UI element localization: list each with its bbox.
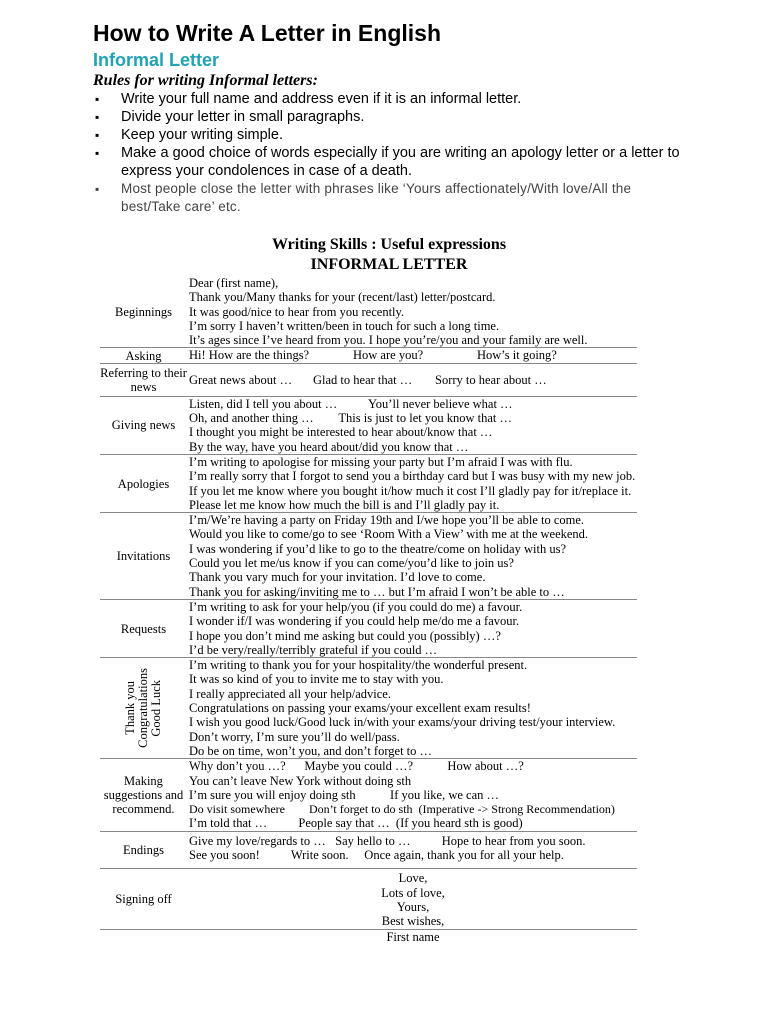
label-good-luck: Good Luck bbox=[149, 679, 163, 737]
section-referring bbox=[100, 364, 637, 397]
expression-line: I’m sorry I haven’t written/been in touch for such a long time. bbox=[189, 318, 500, 333]
expression-item: How’s it going? bbox=[477, 348, 557, 363]
expression-line: Would you like to come/go to see ‘Room With a View’ with me at the weekend. bbox=[189, 527, 589, 542]
section-suggestions bbox=[100, 759, 637, 831]
expression-line: I’m writing to thank you for your hospitality/the wonderful present. bbox=[189, 658, 528, 673]
expression-line: Oh, and another thing … This is just to let you know that … bbox=[189, 411, 513, 426]
expression-line: It was good/nice to hear from you recently. bbox=[189, 304, 405, 319]
expression-line: If you let me know where you bought it/how much it cost I’ll gladly pay for it/replace it. bbox=[189, 483, 632, 498]
expression-line: I was wondering if you’d like to go to the theatre/come on holiday with us? bbox=[189, 541, 566, 556]
skills-subtitle: INFORMAL LETTER bbox=[310, 256, 468, 273]
expressions-table bbox=[100, 276, 637, 945]
expression-line: I thought you might be interested to hear about/know that … bbox=[189, 425, 493, 440]
expression-line: Do be on time, won’t you, and don’t forget to … bbox=[189, 743, 433, 758]
label-congratulations: Congratulations bbox=[136, 668, 150, 749]
expression-line: Do visit somewhere Don’t forget to do sth (Imperative -> Strong Recommendation) bbox=[189, 802, 615, 817]
section-giving-news bbox=[100, 397, 637, 455]
expression-line: Don’t worry, I’m sure you’ll do well/pass. bbox=[189, 729, 400, 744]
section-label: Endings bbox=[123, 842, 164, 857]
rule-item: ▪ Divide your letter in small paragraphs. bbox=[93, 108, 693, 126]
expression-line: Dear (first name), bbox=[189, 276, 279, 290]
section-asking bbox=[100, 348, 637, 363]
section-label: Asking bbox=[125, 348, 162, 363]
expression-line: I’m told that … People say that … (If you heard sth is good) bbox=[189, 816, 523, 831]
section-label: Invitations bbox=[116, 549, 171, 564]
expression-line: Listen, did I tell you about … You’ll never believe what … bbox=[189, 396, 513, 411]
closing-line: Yours, bbox=[396, 899, 430, 914]
skills-title: Writing Skills : Useful expressions bbox=[271, 236, 507, 253]
expression-item: Glad to hear that … bbox=[313, 372, 413, 387]
rules-heading: Rules for writing Informal letters: bbox=[93, 72, 318, 89]
section-signing-off bbox=[100, 869, 637, 930]
expression-line: Thank you for asking/inviting me to … but I’m afraid I won’t be able to … bbox=[189, 584, 565, 599]
section-apologies bbox=[100, 455, 637, 513]
expression-item: Great news about … bbox=[189, 372, 293, 387]
expression-line: See you soon! Write soon. Once again, thank you for all your help. bbox=[189, 847, 564, 862]
expression-line: You can’t leave New York without doing sth bbox=[189, 773, 412, 788]
label-thank-you: Thank you bbox=[123, 681, 137, 736]
expression-line: Give my love/regards to … Say hello to … Hope to hear from you soon. bbox=[189, 833, 586, 848]
section-label: Beginnings bbox=[115, 304, 172, 319]
expression-line: Could you let me/us know if you can come/you’d like to join us? bbox=[189, 556, 514, 571]
signature-line: First name bbox=[386, 930, 440, 945]
rule-item: ▪ Make a good choice of words especially if you are writing an apology letter or a letter to express your condolences in case of a death. bbox=[93, 144, 693, 180]
page-title: How to Write A Letter in English bbox=[93, 20, 441, 46]
section-label: Giving news bbox=[111, 418, 176, 433]
expression-item: Sorry to hear about … bbox=[435, 372, 547, 387]
expression-line: Thank you/Many thanks for your (recent/last) letter/postcard. bbox=[189, 290, 496, 305]
expression-line: I wonder if/I was wondering if you could help me/do me a favour. bbox=[189, 614, 520, 629]
expression-item: How are you? bbox=[353, 348, 424, 363]
rule-item: ▪ Most people close the letter with phrases like ‘Yours affectionately/With love/All the best/Take care’ etc. bbox=[93, 180, 693, 216]
rule-item: ▪ Write your full name and address even if it is an informal letter. bbox=[93, 90, 693, 108]
section-label: Making suggestions and recommend. bbox=[103, 773, 184, 816]
expression-line: I’m really sorry that I forgot to send you a birthday card but I was busy with my new job. bbox=[189, 469, 636, 484]
section-endings bbox=[100, 832, 637, 870]
expression-line: I really appreciated all your help/advice. bbox=[189, 686, 391, 701]
expression-line: I hope you don’t mind me asking but could you (possibly) …? bbox=[189, 628, 501, 643]
rules-list bbox=[93, 90, 693, 216]
section-label: Requests bbox=[120, 621, 167, 636]
section-signature bbox=[100, 930, 637, 944]
closing-line: Love, bbox=[398, 871, 428, 886]
expression-line: I wish you good luck/Good luck in/with your exams/your driving test/your interview. bbox=[189, 715, 616, 730]
rule-item: ▪ Keep your writing simple. bbox=[93, 126, 693, 144]
expression-line: I’m writing to apologise for missing your party but I’m afraid I was with flu. bbox=[189, 454, 573, 469]
expression-item: Hi! How are the things? bbox=[189, 348, 310, 363]
expression-line: It’s ages since I’ve heard from you. I hope you’re/you and your family are well. bbox=[189, 333, 588, 348]
section-label: Signing off bbox=[115, 892, 172, 907]
section-beginnings bbox=[100, 276, 637, 348]
expression-line: Please let me know how much the bill is and I’ll gladly pay it. bbox=[189, 497, 500, 512]
section-thanks bbox=[100, 658, 637, 759]
section-label: Referring to their news bbox=[100, 365, 187, 394]
expression-line: I’m writing to ask for your help/you (if you could do me) a favour. bbox=[189, 599, 523, 614]
expression-line: I’m sure you will enjoy doing sth If you like, we can … bbox=[189, 787, 500, 802]
closing-line: Best wishes, bbox=[381, 914, 445, 929]
page-subtitle: Informal Letter bbox=[93, 50, 220, 70]
section-label: Apologies bbox=[117, 476, 170, 491]
expression-line: I’d be very/really/terribly grateful if you could … bbox=[189, 642, 438, 657]
expression-line: By the way, have you heard about/did you know that … bbox=[189, 439, 469, 454]
section-invitations bbox=[100, 513, 637, 600]
closing-line: Lots of love, bbox=[381, 885, 445, 900]
expression-line: Thank you vary much for your invitation. I’d love to come. bbox=[189, 570, 486, 585]
expression-line: Why don’t you …? Maybe you could …? How about …? bbox=[189, 759, 524, 774]
expression-line: Congratulations on passing your exams/your excellent exam results! bbox=[189, 701, 531, 716]
section-requests bbox=[100, 600, 637, 658]
expression-line: It was so kind of you to invite me to stay with you. bbox=[189, 672, 444, 687]
expression-line: I’m/We’re having a party on Friday 19th and I/we hope you’ll be able to come. bbox=[189, 513, 585, 528]
section-label-vertical bbox=[100, 658, 187, 758]
